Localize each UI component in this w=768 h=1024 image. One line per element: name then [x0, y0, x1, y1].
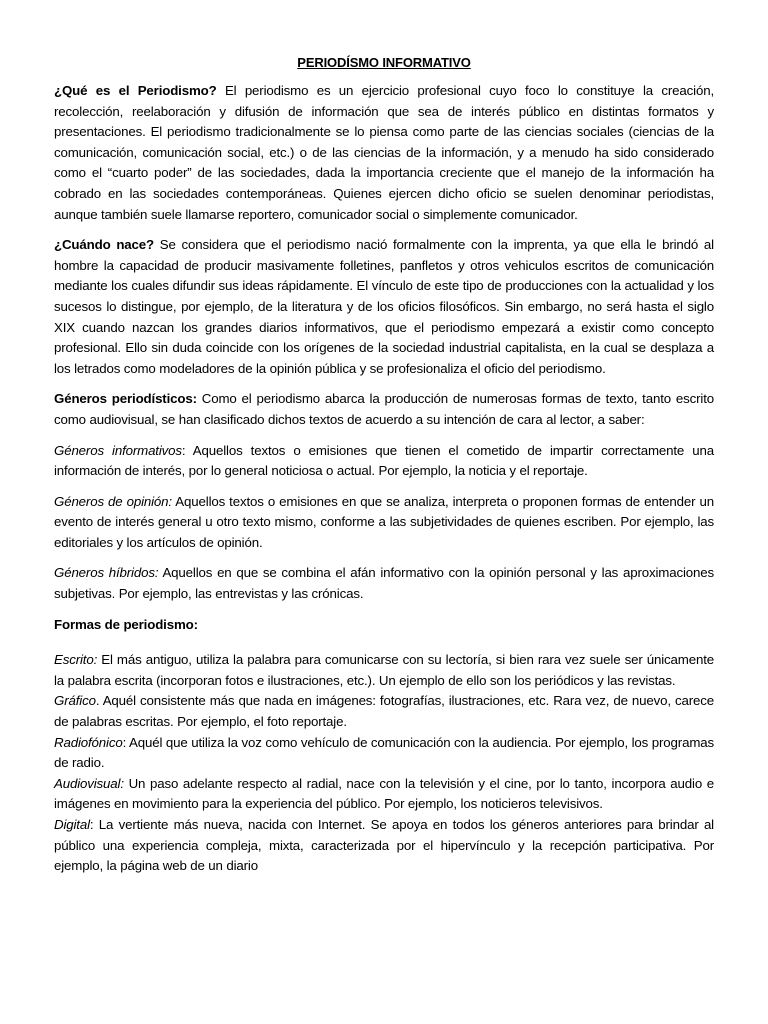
forma-item-grafico — [54, 691, 714, 732]
genero-body: Aquellos textos o emisiones en que se analiza, interpreta o proponen formas de entender un evento de interés general u otro texto mismo, conforme a las subjetividades de quienes escriben. Por ejemplo, las editoriales y los artículos de opinión. — [54, 493, 714, 550]
paragraph-body: El periodismo es un ejercicio profesional cuyo foco lo constituye la creación, recolección, reelaboración y difusión de información que sea de interés público en distintas formatos y presentaciones. El periodismo tradicionalmente se lo piensa como parte de las ciencias sociales (ciencias de la comunicación, comunicación social, etc.) o de las ciencias de la información, y a menudo ha sido considerado como el “cuarto poder” de las sociedades, dada la importancia creciente que el manejo de la información ha cobrado en las sociedades contemporáneas. Quienes ejercen dicho oficio se suelen denominar periodistas, aunque también suele llamarse reportero, comunicador social o simplemente comunicador. — [54, 83, 714, 222]
forma-term: Audiovisual: — [54, 775, 124, 791]
paragraph-body: Como el periodismo abarca la producción de numerosas formas de texto, tanto escrito como audiovisual, se han clasificado dichos textos de acuerdo a su intención de cara al lector, a saber: — [54, 391, 714, 427]
forma-item-radiofonico — [54, 733, 714, 774]
paragraph-lead: ¿Cuándo nace? — [54, 237, 155, 253]
genero-term: Géneros informativos — [54, 442, 182, 458]
forma-item-escrito — [54, 650, 714, 691]
genero-term: Géneros de opinión: — [54, 493, 172, 509]
genero-item-informativos — [54, 441, 714, 482]
genero-item-opinion — [54, 492, 714, 554]
paragraph-lead: Géneros periodísticos: — [54, 391, 197, 407]
forma-term: Gráfico — [54, 693, 96, 709]
forma-item-digital — [54, 815, 714, 877]
forma-body: : Aquél que utiliza la voz como vehículo de comunicación con la audiencia. Por ejemplo, los programas de radio. — [54, 734, 714, 771]
forma-term: Escrito: — [54, 652, 98, 668]
forma-body: El más antiguo, utiliza la palabra para comunicarse con su lectoría, si bien rara vez suele ser únicamente la palabra escrita (incorporan fotos e ilustraciones, etc.). Un ejemplo de ello son los periódicos y las revistas. — [54, 652, 714, 688]
paragraph-cuando-nace — [54, 235, 714, 379]
forma-term: Radiofónico — [54, 734, 123, 750]
genero-item-hibridos — [54, 563, 714, 604]
paragraph-generos — [54, 389, 714, 430]
paragraph-lead: ¿Qué es el Periodismo? — [54, 83, 217, 98]
forma-item-audiovisual — [54, 774, 714, 815]
paragraph-que-es — [54, 81, 714, 225]
forma-body: . Aquél consistente más que nada en imágenes: fotografías, ilustraciones, etc. Rara vez, de nuevo, carece de palabras escritas. Por ejemplo, el foto reportaje. — [54, 693, 714, 730]
genero-body: : Aquellos textos o emisiones que tienen el cometido de impartir correctamente una información de interés, por lo general noticiosa o actual. Por ejemplo, la noticia y el reportaje. — [54, 442, 714, 479]
forma-body: : La vertiente más nueva, nacida con Internet. Se apoya en todos los géneros anteriores para brindar al público una experiencia compleja, mixta, caracterizada por el hipervínculo y la recepción participativa. Por ejemplo, la página web de un diario — [54, 817, 714, 874]
paragraph-body: Se considera que el periodismo nació formalmente con la imprenta, ya que ella le brindó al hombre la capacidad de producir masivamente folletines, panfletos y otros vehiculos escritos de comunicación mediante los cuales difundir sus ideas rápidamente. El vínculo de este tipo de producciones con la actualidad y los sucesos lo distingue, por ejemplo, de la literatura y de los oficios filosóficos. Sin embargo, no será hasta el siglo XIX cuando nazcan los grandes diarios informativos, que el periodismo empezará a existir como concepto profesional. Ello sin duda coincide con los orígenes de la sociedad industrial capitalista, en la cual se desplaza a los letrados como modeladores de la opinión pública y se profesionaliza el oficio del periodismo. — [54, 237, 714, 376]
formas-heading: Formas de periodismo: — [54, 616, 198, 632]
genero-body: Aquellos en que se combina el afán informativo con la opinión personal y las aproximaciones subjetivas. Por ejemplo, las entrevistas y las crónicas. — [54, 565, 714, 602]
forma-term: Digital — [54, 817, 90, 832]
forma-body: Un paso adelante respecto al radial, nace con la televisión y el cine, por lo tanto, incorpora audio e imágenes en movimiento para la experiencia del público. Por ejemplo, los noticieros televisivos. — [54, 775, 714, 812]
genero-term: Géneros híbridos: — [54, 565, 159, 581]
document-title: PERIODÍSMO INFORMATIVO — [297, 55, 471, 70]
